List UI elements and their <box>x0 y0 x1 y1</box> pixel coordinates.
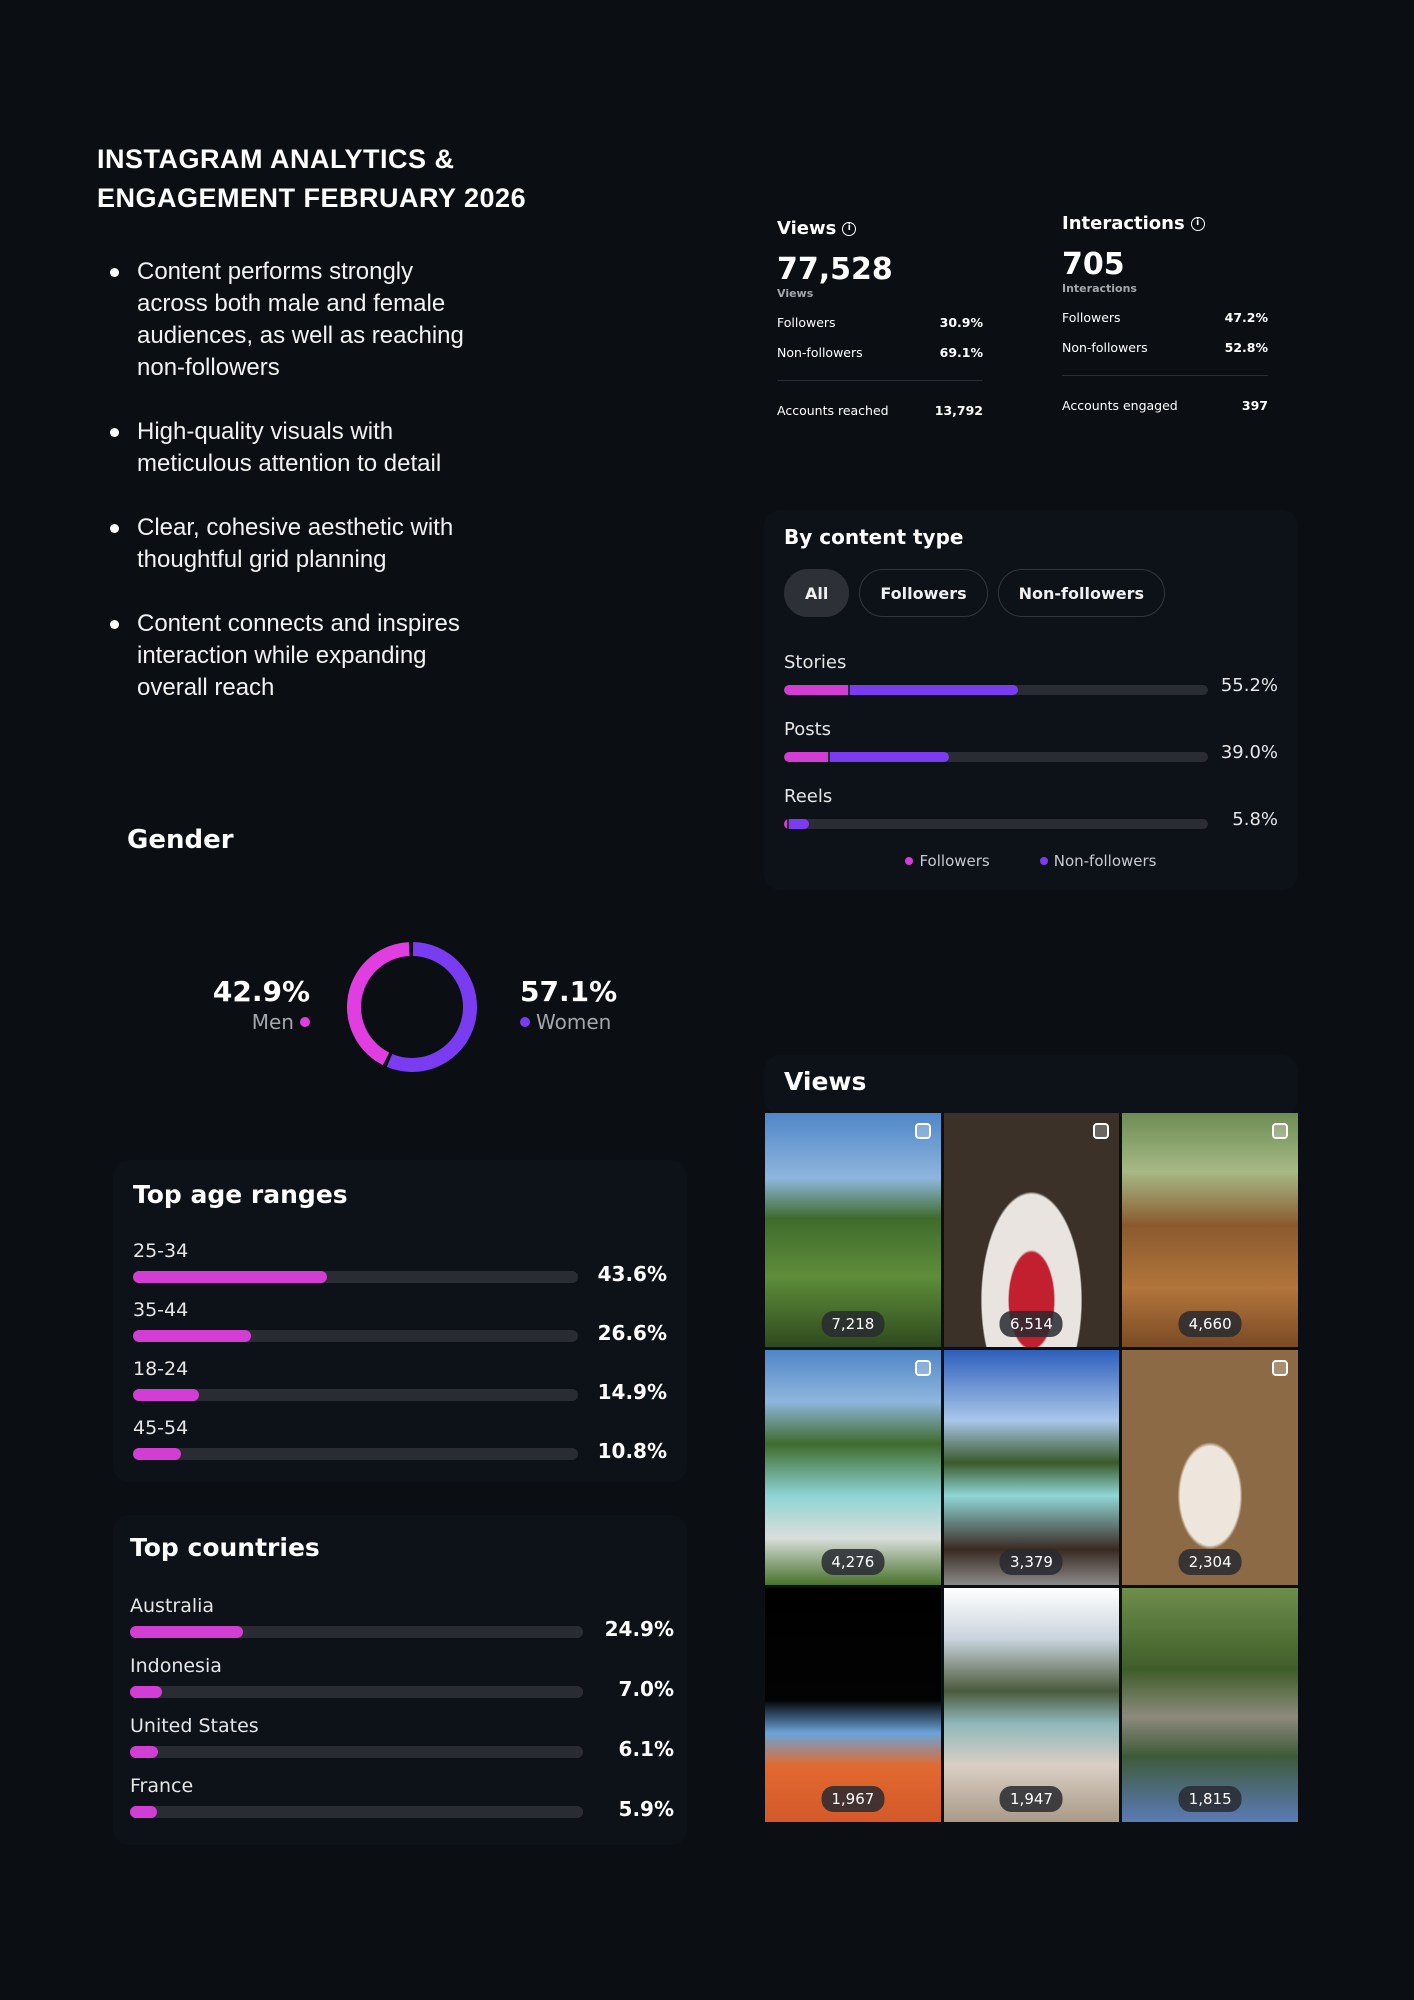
country-label: Australia <box>130 1595 215 1617</box>
post-thumbnail-grid <box>765 1113 1298 1822</box>
interactions-nonfollowers-row: Non-followers 52.8% <box>1062 340 1268 355</box>
view-count-badge: 4,276 <box>821 1549 884 1575</box>
content-type-row <box>784 786 1278 836</box>
content-type-legend <box>764 852 1298 870</box>
age-range-fill <box>133 1448 181 1460</box>
post-thumbnail[interactable] <box>1122 1113 1298 1347</box>
info-icon[interactable]: i <box>1191 217 1205 231</box>
legend-non-followers: Non-followers <box>1053 852 1157 870</box>
content-type-title: By content type <box>784 525 964 549</box>
age-range-value: 26.6% <box>597 1321 667 1345</box>
gender-donut-chart <box>346 941 478 1073</box>
men-legend-dot <box>300 1017 310 1027</box>
age-range-value: 43.6% <box>597 1262 667 1286</box>
non-followers-segment <box>789 819 808 829</box>
content-type-label: Stories <box>784 652 847 673</box>
post-thumbnail[interactable] <box>1122 1588 1298 1822</box>
country-value: 5.9% <box>618 1797 674 1821</box>
carousel-icon <box>1272 1123 1288 1139</box>
country-label: Indonesia <box>130 1655 222 1677</box>
countries-title: Top countries <box>130 1533 320 1562</box>
content-filter-chips <box>784 569 1165 617</box>
views-total: 77,528 <box>777 252 893 287</box>
age-range-track <box>133 1271 578 1283</box>
divider <box>1062 375 1268 376</box>
view-count-badge: 3,379 <box>1000 1549 1063 1575</box>
age-range-track <box>133 1330 578 1342</box>
followers-segment <box>784 819 787 829</box>
age-range-label: 18-24 <box>133 1358 189 1380</box>
country-fill <box>130 1746 158 1758</box>
age-range-label: 35-44 <box>133 1299 189 1321</box>
country-value: 24.9% <box>604 1617 674 1641</box>
highlight-item: High-quality visuals with meticulous attention to detail <box>110 416 470 480</box>
chip-all[interactable]: All <box>784 569 849 617</box>
country-label: France <box>130 1775 194 1797</box>
post-thumbnail[interactable] <box>944 1588 1120 1822</box>
view-count-badge: 1,967 <box>821 1786 884 1812</box>
country-track <box>130 1686 583 1698</box>
country-fill <box>130 1626 243 1638</box>
views-nonfollowers-row: Non-followers 69.1% <box>777 345 983 360</box>
content-type-value: 5.8% <box>1232 809 1278 830</box>
women-stat <box>520 975 640 1034</box>
chip-followers[interactable]: Followers <box>859 569 987 617</box>
content-type-label: Posts <box>784 719 832 740</box>
view-count-badge: 1,947 <box>1000 1786 1063 1812</box>
women-percent: 57.1% <box>520 975 618 1008</box>
post-thumbnail[interactable] <box>765 1350 941 1584</box>
views-grid-panel <box>764 1055 1298 1115</box>
age-range-label: 25-34 <box>133 1240 189 1262</box>
view-count-badge: 6,514 <box>1000 1311 1063 1337</box>
post-thumbnail[interactable] <box>765 1588 941 1822</box>
interactions-followers-row: Followers 47.2% <box>1062 310 1268 325</box>
followers-segment <box>784 752 828 762</box>
age-range-value: 10.8% <box>597 1439 667 1463</box>
age-range-value: 14.9% <box>597 1380 667 1404</box>
accounts-reached-row: Accounts reached 13,792 <box>777 403 983 418</box>
content-type-track <box>784 685 1208 695</box>
post-thumbnail[interactable] <box>765 1113 941 1347</box>
views-sublabel: Views <box>777 287 814 300</box>
followers-legend-dot <box>905 857 913 865</box>
non-followers-segment <box>830 752 949 762</box>
age-range-fill <box>133 1389 199 1401</box>
women-legend-dot <box>520 1017 530 1027</box>
age-range-fill <box>133 1330 251 1342</box>
non-followers-segment <box>850 685 1018 695</box>
highlight-item: Content performs strongly across both male and female audiences, as well as reaching non-followers <box>110 256 470 384</box>
views-followers-row: Followers 30.9% <box>777 315 983 330</box>
chip-non-followers[interactable]: Non-followers <box>998 569 1165 617</box>
divider <box>777 380 983 381</box>
men-label: Men <box>251 1010 294 1034</box>
interactions-total: 705 <box>1062 247 1125 282</box>
reel-icon <box>915 1360 931 1376</box>
legend-followers: Followers <box>919 852 990 870</box>
country-track <box>130 1626 583 1638</box>
view-count-badge: 7,218 <box>821 1311 884 1337</box>
content-type-row <box>784 652 1278 702</box>
country-track <box>130 1806 583 1818</box>
carousel-icon <box>1272 1360 1288 1376</box>
country-value: 7.0% <box>618 1677 674 1701</box>
post-thumbnail[interactable] <box>944 1350 1120 1584</box>
women-label: Women <box>536 1010 612 1034</box>
post-thumbnail[interactable] <box>1122 1350 1298 1584</box>
content-type-label: Reels <box>784 786 833 807</box>
age-ranges-title: Top age ranges <box>133 1180 348 1209</box>
age-range-track <box>133 1389 578 1401</box>
view-count-badge: 4,660 <box>1179 1311 1242 1337</box>
men-arc <box>346 941 478 1073</box>
country-value: 6.1% <box>618 1737 674 1761</box>
carousel-icon <box>1093 1123 1109 1139</box>
views-grid-title: Views <box>784 1067 867 1096</box>
highlight-item: Clear, cohesive aesthetic with thoughtful grid planning <box>110 512 470 576</box>
content-type-value: 39.0% <box>1220 742 1278 763</box>
views-heading: Views <box>777 218 837 239</box>
post-thumbnail[interactable] <box>944 1113 1120 1347</box>
highlights-list <box>110 256 470 736</box>
interactions-heading: Interactions <box>1062 213 1185 234</box>
followers-segment <box>784 685 848 695</box>
men-percent: 42.9% <box>212 975 310 1008</box>
info-icon[interactable]: i <box>842 222 856 236</box>
carousel-icon <box>915 1123 931 1139</box>
content-type-track <box>784 819 1208 829</box>
content-type-track <box>784 752 1208 762</box>
views-stats <box>777 218 983 418</box>
country-label: United States <box>130 1715 259 1737</box>
content-type-row <box>784 719 1278 769</box>
view-count-badge: 1,815 <box>1179 1786 1242 1812</box>
page-title: INSTAGRAM ANALYTICS & ENGAGEMENT FEBRUARY 2026 <box>97 144 527 213</box>
age-range-track <box>133 1448 578 1460</box>
interactions-stats <box>1062 213 1268 413</box>
highlight-item: Content connects and inspires interaction while expanding overall reach <box>110 608 470 704</box>
non-followers-legend-dot <box>1040 857 1048 865</box>
gender-title: Gender <box>127 825 234 855</box>
content-type-value: 55.2% <box>1220 675 1278 696</box>
country-fill <box>130 1806 157 1818</box>
accounts-engaged-row: Accounts engaged 397 <box>1062 398 1268 413</box>
country-fill <box>130 1686 162 1698</box>
interactions-sublabel: Interactions <box>1062 282 1137 295</box>
countries-panel <box>113 1515 687 1845</box>
content-type-panel <box>764 510 1298 890</box>
age-ranges-panel <box>113 1160 687 1482</box>
country-track <box>130 1746 583 1758</box>
age-range-fill <box>133 1271 327 1283</box>
view-count-badge: 2,304 <box>1179 1549 1242 1575</box>
age-range-label: 45-54 <box>133 1417 189 1439</box>
men-stat <box>190 975 310 1034</box>
